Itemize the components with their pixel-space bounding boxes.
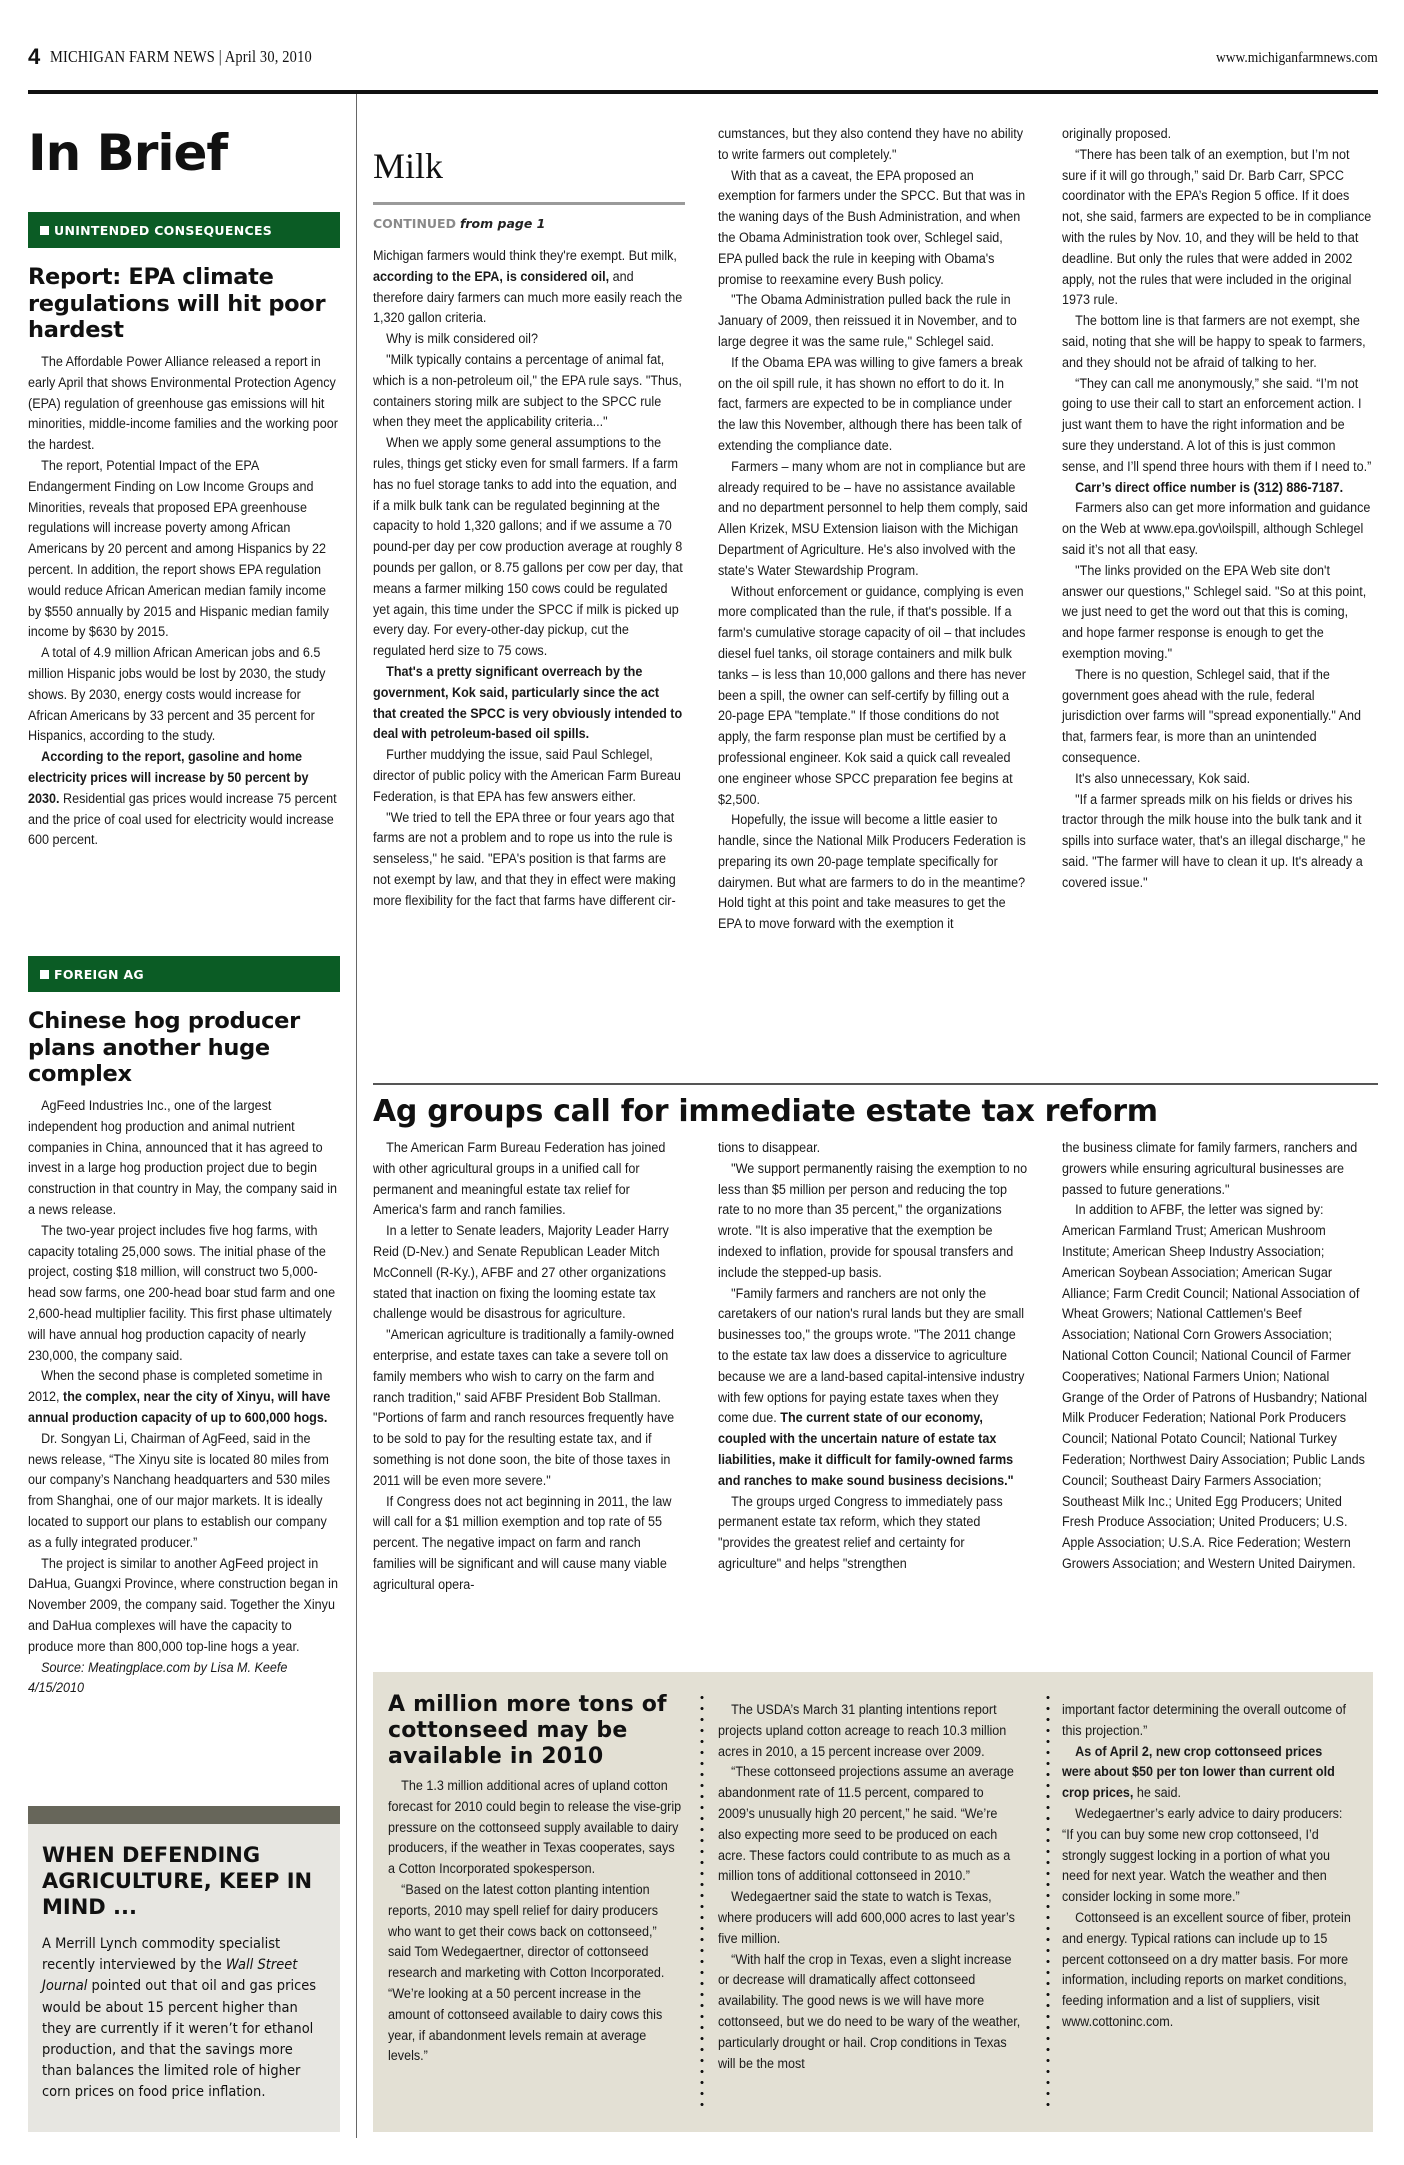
paragraph (373, 745, 683, 807)
paragraph (1062, 1742, 1353, 1804)
paragraph-text: If Congress does not act beginning in 2011, the law will call for a $1 million exemption and top rate of 55 percent. The negative impact on farm and ranch families will be significant and will cause many viable agricultural opera- (373, 1493, 672, 1592)
paragraph-text: "If a farmer spreads milk on his fields or drives his tractor through the milk house into the bulk tank and it spills into surface water, that's an illegal discharge," he said. "The farmer will have to clean it up. It's already a covered issue." (1062, 791, 1366, 890)
paragraph-text: The 1.3 million additional acres of upland cotton forecast for 2010 could begin to release the vise-grip pressure on the cottonseed supply available to dairy producers, if the weather in Texas cooperates, says a Cotton Incorporated spokesperson. (388, 1778, 682, 1877)
cotton-column-1 (388, 1776, 681, 2067)
paragraph (718, 582, 1028, 811)
paragraph-text: important factor determining the overall outcome of this projection.” (1062, 1702, 1347, 1738)
paragraph (718, 166, 1028, 291)
paragraph (718, 1138, 1028, 1159)
paragraph-text: “With half the crop in Texas, even a slight increase or decrease will dramatically affect cottonseed availability. The good news is we will have more cottonseed, but we do need to be wary of the weather, particularly drought or hail. Crop conditions in Texas will be the most (718, 1951, 1021, 2071)
paragraph-text: Wedegaertner’s early advice to dairy producers: “If you can buy some new crop cottonseed, I’d strongly suggest locking in a portion of what you need for next year. Watch the weather and then consider locking in some more.” (1062, 1805, 1343, 1905)
paragraph-text: Wedegaertner said the state to watch is Texas, where producers will add 600,000 acres to last year’s five million. (718, 1889, 1015, 1946)
paragraph (28, 1366, 338, 1428)
paragraph (1062, 311, 1372, 373)
paragraph (1062, 561, 1372, 665)
paragraph (373, 1138, 683, 1221)
masthead-rule (28, 90, 1378, 94)
paragraph-text: Residential gas prices would increase 75 percent and the price of coal used for electricity would increase 600 percent. (28, 790, 337, 848)
paragraph (28, 1221, 338, 1367)
paragraph (373, 1492, 683, 1596)
paragraph (718, 810, 1028, 935)
source-credit: Source: Meatingplace.com by Lisa M. Keefe 4/15/2010 (28, 1659, 288, 1696)
paragraph (718, 1159, 1028, 1284)
paragraph (388, 1776, 681, 1880)
paragraph (1062, 124, 1372, 145)
paragraph (718, 1492, 1028, 1575)
paragraph-text: The bottom line is that farmers are not exempt, she said, noting that she will be happy to speak to farmers, and they should not be afraid of talking to her. (1062, 313, 1366, 370)
paragraph (718, 124, 1028, 166)
paragraph-text: Farmers also can get more information and guidance on the Web at www.epa.gov\oilspill, although Schlegel said it’s not all that easy. (1062, 500, 1371, 557)
paragraph-text: he said. (1133, 1785, 1181, 1801)
paragraph (28, 1554, 338, 1658)
paragraph (28, 1096, 338, 1221)
paragraph-text: With that as a caveat, the EPA proposed an exemption for farmers under the SPCC. But that was in the waning days of the Bush Administration, and when the Obama Administration took over, Schlegel said, EPA pulled back the rule in keeping with Obama's promise to reexamine every Bush policy. (718, 167, 1026, 287)
section-label: FOREIGN AG (54, 967, 144, 982)
paragraph-text: The two-year project includes five hog farms, with capacity totaling 25,000 sows. The initial phase of the project, costing $18 million, will construct two 5,000-head sow farms, one 200-head boar stud farm and one 2,600-head multiplier facility. This first phase ultimately will have annual hog production capacity of nearly 230,000, the company said. (28, 1222, 336, 1363)
paragraph (1062, 374, 1372, 478)
paragraph (28, 352, 338, 456)
paragraph-text: The report, Potential Impact of the EPA Endangerment Finding on Low Income Groups and Minorities, reveals that proposed EPA greenhouse regulations will increase poverty among African Americans by 20 percent and among Hispanics by 22 percent. In addition, the report shows EPA regulation would reduce African American median family income by $550 annually by 2015 and Hispanic median family income by $630 by 2015. (28, 457, 329, 640)
story-body (28, 1096, 338, 1699)
bold-text: the complex, near the city of Xinyu, will have annual production capacity of up to 600,000 hogs. (28, 1389, 331, 1425)
paragraph-text: "The links provided on the EPA Web site don't answer our questions," Schlegel said. "So at this point, we just need to get the word out that this is coming, and hope farmer response is enough to get the exemption moving." (1062, 562, 1367, 661)
box-top-bar (28, 1806, 340, 1824)
paragraph (373, 350, 683, 433)
paragraph (373, 662, 683, 745)
section-label: UNINTENDED CONSEQUENCES (54, 223, 273, 238)
paragraph (718, 353, 1028, 457)
paragraph-text: A total of 4.9 million African American jobs and 6.5 million Hispanic jobs would be lost by 2030, the study shows. By 2030, energy costs would increase for African Americans by 33 percent and 35 percent for Hispanics, according to the study. (28, 645, 326, 744)
defend-agriculture-box (28, 1806, 340, 2132)
box-body (42, 1934, 318, 2104)
milk-column-1 (373, 246, 683, 912)
paragraph (1062, 769, 1372, 790)
paragraph-text: "American agriculture is traditionally a family-owned enterprise, and estate taxes can take a severe toll on family members who wish to carry on the farm and ranch tradition," said AFBF President Bob Stallman. "Portions of farm and ranch resources frequently have to be sold to pay for the resulting estate tax, and if something is not done soon, the bite of those taxes in 2011 will be even more severe." (373, 1327, 675, 1488)
masthead (28, 44, 1378, 70)
paragraph-text: "Milk typically contains a percentage of animal fat, which is a non-petroleum oil," the EPA rule says. "Thus, containers storing milk are subject to the SPCC rule when they meet the applicability criteria..." (373, 351, 682, 430)
paragraph (718, 290, 1028, 352)
publication-name: Wall Street Journal (42, 1957, 298, 1995)
dotted-divider (1046, 1692, 1050, 2112)
paragraph-text: Further muddying the issue, said Paul Schlegel, director of public policy with the American Farm Bureau Federation, is that EPA has few answers either. (373, 747, 681, 804)
paragraph-text: Why is milk considered oil? (386, 331, 538, 347)
paragraph (373, 329, 683, 350)
box-headline: WHEN DEFENDING AGRICULTURE, KEEP IN MIND ... (42, 1843, 313, 1919)
paragraph (718, 1887, 1024, 1949)
paragraph-text: originally proposed. (1062, 126, 1172, 141)
bold-text: The current state of our economy, coupled with the uncertain nature of estate tax liabilities, make it difficult for family-owned farms and ranches to make sound business decisions." (718, 1410, 1014, 1488)
paragraph-text: Dr. Songyan Li, Chairman of AgFeed, said in the news release, “The Xinyu site is located 80 miles from our company’s Nanchang headquarters and 530 miles from Shanghai, one of our major markets. It is ideally located to support our plans to establish our company as a fully integrated producer.” (28, 1430, 331, 1550)
paragraph-text: The groups urged Congress to immediately pass permanent estate tax reform, which they stated "provides the greatest relief and certainty for agriculture" and helps "strengthen (718, 1493, 1003, 1571)
bold-text: according to the EPA, is considered oil, (373, 268, 610, 284)
estate-tax-headline: Ag groups call for immediate estate tax reform (373, 1094, 1158, 1129)
bold-text: As of April 2, new crop cottonseed prices were about $50 per ton lower than current old crop prices, (1062, 1743, 1335, 1801)
estate-column-1 (373, 1138, 683, 1596)
dotted-divider (700, 1692, 704, 2112)
title-rule (373, 202, 685, 205)
story-body (28, 352, 338, 851)
box-body-text: pointed out that oil and gas prices would be about 15 percent higher than they are currently if it weren’t for ethanol production, and that the savings more than balances the limited role of higher corn prices on food price inflation. (42, 1978, 317, 2101)
paragraph (1062, 790, 1372, 894)
story-headline: Chinese hog producer plans another huge complex (28, 1008, 300, 1087)
section-bar-foreign-ag (28, 956, 340, 992)
paragraph (28, 456, 338, 643)
paragraph (718, 1950, 1024, 2075)
paragraph-text: The American Farm Bureau Federation has joined with other agricultural groups in a unified call for permanent and meaningful estate tax relief for America's farm and ranch families. (373, 1140, 666, 1218)
cottonseed-headline: A million more tons of cottonseed may be available in 2010 (388, 1692, 667, 1769)
paragraph (388, 1880, 681, 2067)
column-divider (356, 94, 357, 2138)
milk-title: Milk (373, 146, 444, 186)
paragraph-text: There is no question, Schlegel said, that if the government goes ahead with the rule, federal jurisdiction over farms will "spread exponentially." And that, farmers fear, is more than an unintended consequence. (1062, 666, 1362, 765)
estate-column-3 (1062, 1138, 1372, 1575)
paragraph (1062, 478, 1372, 499)
milk-column-2 (718, 124, 1028, 935)
website-link[interactable]: www.michiganfarmnews.com (1216, 50, 1378, 66)
section-bar-unintended-consequences (28, 212, 340, 248)
milk-column-3 (1062, 124, 1372, 893)
paragraph (373, 1325, 683, 1491)
paragraph (1062, 1908, 1353, 2033)
paragraph-text: “These cottonseed projections assume an average abandonment rate of 11.5 percent, compared to 2009’s unusually high 20 percent,” he said. “We’re also expecting more seed to be produced on each acre. These factors could contribute to as much as a million tons of additional cottonseed in 2010.” (718, 1764, 1014, 1884)
paragraph-text: “There has been talk of an exemption, but I’m not sure if it will go through,” said Dr. Barb Carr, SPCC coordinator with the EPA’s Region 5 office. If it does not, she said, farmers are expected to be in compliance with the rules by Nov. 10, and they will be held to that deadline. But only the rules that were added in 2002 apply, not the rules that were included in the original 1973 rule. (1062, 146, 1372, 308)
paragraph (718, 1700, 1024, 1762)
paragraph (28, 747, 338, 851)
paragraph (373, 808, 683, 912)
paragraph-text: and therefore dairy farmers can much more easily reach the 1,320 gallon criteria. (373, 268, 683, 326)
bold-text: That's a pretty significant overreach by the government, Kok said, particularly since the act that created the SPCC is very obviously intended to deal with petroleum-based oil spills. (373, 663, 683, 742)
paragraph-text: When the second phase is completed sometime in 2012, (28, 1368, 323, 1405)
paragraph (1062, 665, 1372, 769)
paragraph (373, 1221, 683, 1325)
cotton-column-3 (1062, 1700, 1353, 2033)
continued-label: CONTINUED (373, 216, 456, 231)
paragraph-text: cumstances, but they also contend they have no ability to write farmers out completely." (718, 126, 1024, 162)
paragraph-text: “Based on the latest cotton planting intention reports, 2010 may spell relief for dairy producers who want to get their cows back on cottonseed,” said Tom Wedegaertner, director of cottonseed research and marketing with Cotton Incorporated. “We’re looking at a 50 percent increase in the amount of cottonseed available to dairy cows this year, if abandonment levels remain at average levels.” (388, 1881, 665, 2064)
paragraph (373, 246, 683, 329)
box-body-text: A Merrill Lynch commodity specialist recently interviewed by the (42, 1936, 281, 1974)
paragraph-text: Hopefully, the issue will become a little easier to handle, since the National Milk Producers Federation is preparing its own 20-page template specifically for dairymen. But what are farmers to do in the meantime? Hold tight at this point and take measures to get the EPA to move forward with the exemption it (718, 812, 1026, 932)
paragraph-text: If the Obama EPA was willing to give famers a break on the oil spill rule, it has shown no effort to do it. In fact, farmers are expected to be in compliance under the law this November, although there has been talk of extending the compliance date. (718, 354, 1023, 453)
paragraph-text: It's also unnecessary, Kok said. (1075, 770, 1251, 786)
paragraph-text: tions to disappear. (718, 1140, 821, 1155)
paragraph-text: When we apply some general assumptions to the rules, things get sticky even for small farmers. If a farm has no fuel storage tanks to add into the equation, and if a milk bulk tank can be regulated beginning at the capacity to hold 1,320 gallons; and if we assume a 70 pound-per day per cow production average at roughly 8 pounds per gallon, or 8.75 gallons per cow per day, that means a farmer milking 150 cows could be regulated yet again, this time under the SPCC if milk is picked up every day. For every-other-day pickup, cut the regulated herd size to 75 cows. (373, 435, 683, 659)
page-number: 4 (28, 44, 41, 69)
story-headline: Report: EPA climate regulations will hit poor hardest (28, 264, 326, 343)
paragraph-text: In a letter to Senate leaders, Majority Leader Harry Reid (D-Nev.) and Senate Republican Leader Mitch McConnell (R-Ky.), AFBF and 27 other organizations stated that inaction on fixing the looming estate tax challenge would be disastrous for agriculture. (373, 1223, 669, 1322)
paragraph (1062, 498, 1372, 560)
square-bullet-icon (40, 226, 49, 235)
paragraph-text: In addition to AFBF, the letter was signed by: American Farmland Trust; American Mushroom Institute; American Sheep Industry Association; American Soybean Association; American Sugar Alliance; Farm Credit Council; National Association of Wheat Growers; National Cattlemen's Beef Association; National Corn Growers Association; National Cotton Council; National Council of Farmer Cooperatives; National Farmers Union; National Grange of the Order of Patrons of Husbandry; National Milk Producer Federation; National Pork Producers Council; National Potato Council; National Turkey Federation; Northwest Dairy Association; Public Lands Council; Southeast Dairy Farmers Association; Southeast Milk Inc.; United Egg Producers; United Fresh Produce Association; United Producers; U.S. Apple Association; U.S.A. Rice Federation; Western Growers Association; and Western United Dairymen. (1062, 1202, 1368, 1571)
paragraph-text: Michigan farmers would think they're exempt. But milk, (373, 248, 677, 263)
continued-line (373, 216, 545, 231)
bold-text: According to the report, gasoline and home electricity prices will increase by 50 percent by 2030. (28, 749, 309, 806)
paragraph (373, 433, 683, 662)
in-brief-title: In Brief (28, 124, 228, 182)
paragraph (1062, 1138, 1372, 1200)
paragraph-text: "We support permanently raising the exemption to no less than $5 million per person and reducing the top rate to no more than 35 percent," the organizations wrote. "It is also imperative that the exemption be indexed to inflation, provide for spousal transfers and include the stepped-up basis. (718, 1160, 1028, 1280)
paragraph-text: The USDA’s March 31 planting intentions report projects upland cotton acreage to reach 10.3 million acres in 2010, a 15 percent increase over 2009. (718, 1702, 1007, 1759)
paragraph (718, 1762, 1024, 1887)
paragraph (1062, 1700, 1353, 1742)
paragraph-text: “They can call me anonymously,” she said. “I’m not going to use their call to start an enforcement action. I just want them to have the right information and be sure they understand. A lot of this is just common sense, and I’ll spend three hours with them if I need to.” (1062, 375, 1372, 474)
paragraph-text: Farmers – many whom are not in compliance but are already required to be – have no assistance available and no department personnel to help them comply, said Allen Krizek, MSU Extension liaison with the Michigan Department of Agriculture. He's also involved with the state's Water Stewardship Program. (718, 458, 1028, 578)
paragraph-text: The project is similar to another AgFeed project in DaHua, Guangxi Province, where construction began in November 2009, the company said. Together the Xinyu and DaHua complexes will have the capacity to produce more than 800,000 top-line hogs a year. (28, 1555, 338, 1654)
bold-text: Carr’s direct office number is (312) 886-7187. (1075, 479, 1344, 495)
continued-from-link[interactable]: from page 1 (459, 216, 546, 231)
paragraph-text: "We tried to tell the EPA three or four years ago that farms are not a problem and to rope us into the rule is senseless," he said. "EPA's position is that farms are not exempt by law, and that they in effect were making more flexibility for the fact that farms have different cir- (373, 809, 676, 908)
paragraph-text: the business climate for family farmers, ranchers and growers while ensuring agricultural businesses are passed to future generations." (1062, 1140, 1358, 1197)
paragraph-text: Without enforcement or guidance, complying is even more complicated than the rule, if that's possible. If a farm's cumulative storage capacity of oil – that includes diesel fuel tanks, oil storage containers and milk bulk tanks – is less than 10,000 gallons and there has never been a spill, the owner can self-certify by filling out a 20-page EPA "template." If those conditions do not apply, the farm response plan must be certified by a professional engineer. Kok said a quick call revealed one engineer whose SPCC preparation fee begins at $2,500. (718, 583, 1026, 807)
paragraph (1062, 1200, 1372, 1574)
paragraph-text: "The Obama Administration pulled back the rule in January of 2009, then reissued it in November, and to large degree it was the same rule," Schlegel said. (718, 292, 1017, 349)
paragraph-text: The Affordable Power Alliance released a report in early April that shows Environmental Protection Agency (EPA) regulation of greenhouse gas emissions will hit minorities, middle-income families and the working poor the hardest. (28, 354, 338, 453)
paragraph (28, 643, 338, 747)
estate-column-2 (718, 1138, 1028, 1575)
paragraph (1062, 1804, 1353, 1908)
paper-name-date: MICHIGAN FARM NEWS | April 30, 2010 (50, 47, 312, 66)
paragraph (1062, 145, 1372, 311)
paragraph (718, 1284, 1028, 1492)
square-bullet-icon (40, 970, 49, 979)
paragraph-text: "Family farmers and ranchers are not only the caretakers of our nation's rural lands but they are small businesses too," the groups wrote. "The 2011 change to the estate tax law does a disservice to agriculture because we are a land-based capital-intensive industry with few options for paying estate taxes when they come due. (718, 1285, 1025, 1426)
cotton-column-2 (718, 1700, 1024, 2074)
paragraph (718, 457, 1028, 582)
paragraph-text: AgFeed Industries Inc., one of the largest independent hog production and animal nutrient companies in China, announced that it has agreed to invest in a large hog production project due to begin construction in that country in May, the company said in a news release. (28, 1098, 338, 1217)
story-rule (373, 1083, 1378, 1085)
paragraph (28, 1429, 338, 1554)
paragraph-text: Cottonseed is an excellent source of fiber, protein and energy. Typical rations can include up to 15 percent cottonseed on a dry matter basis. For more information, including reports on market conditions, feeding information and a list of suppliers, visit www.cottoninc.com. (1062, 1909, 1351, 2029)
